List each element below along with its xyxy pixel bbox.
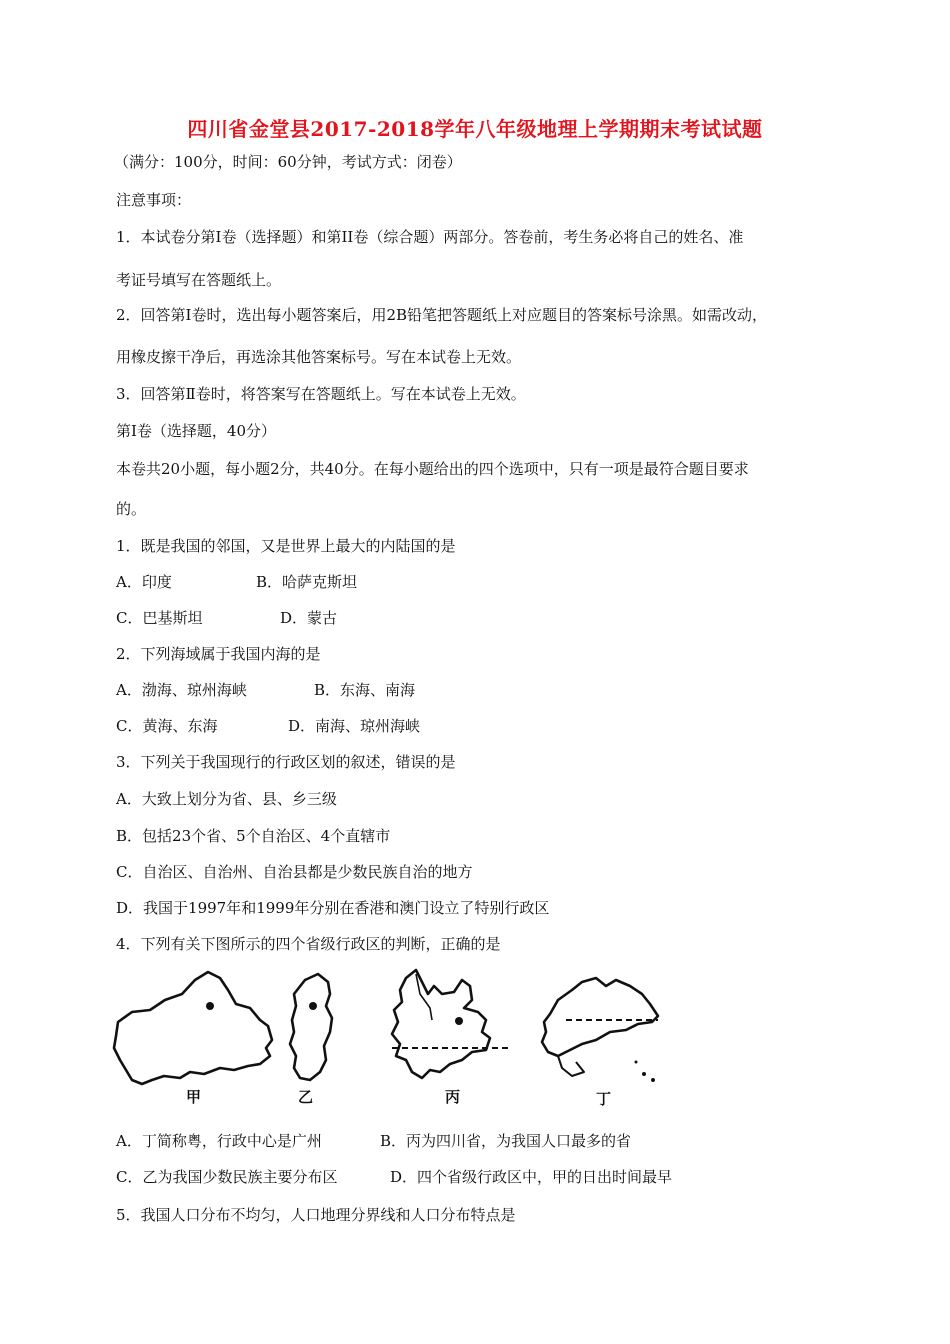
page-title: 四川省金堂县2017-2018学年八年级地理上学期期末考试试题 (187, 117, 763, 141)
province-outline-yi (290, 974, 332, 1080)
option-d: D．四个省级行政区中，甲的日出时间最早 (390, 1168, 673, 1186)
figure-label-jia: 甲 (186, 1088, 202, 1106)
notice-line: 1．本试卷分第Ⅰ卷（选择题）和第II卷（综合题）两部分。答卷前，考生务必将自己的姓名、准 (116, 228, 744, 246)
question-stem: 1．既是我国的邻国，又是世界上最大的内陆国的是 (116, 537, 456, 555)
section-heading: 第Ⅰ卷（选择题，40分） (116, 422, 277, 440)
option-b: B．包括23个省、5个自治区、4个直辖市 (116, 827, 391, 845)
province-outline-bing (392, 970, 490, 1078)
option-a: A．印度 (116, 573, 172, 591)
option-b: B．东海、南海 (314, 681, 416, 699)
question-stem: 3．下列关于我国现行的行政区划的叙述，错误的是 (116, 753, 456, 771)
notice-line: 2．回答第Ⅰ卷时，选出每小题答案后，用2B铅笔把答题纸上对应题目的答案标号涂黑。如需改动， (116, 306, 768, 324)
exam-info: （满分：100分，时间：60分钟，考试方式：闭卷） (114, 153, 462, 171)
figure-label-bing: 丙 (445, 1088, 461, 1106)
province-outline-ding (542, 978, 658, 1056)
figure-label-yi: 乙 (298, 1088, 314, 1106)
question-stem: 5．我国人口分布不均匀，人口地理分界线和人口分布特点是 (116, 1206, 516, 1224)
province-outline-jia (114, 972, 272, 1084)
notice-line: 3．回答第Ⅱ卷时，将答案写在答题纸上。写在本试卷上无效。 (116, 385, 526, 403)
option-c: C．乙为我国少数民族主要分布区 (116, 1168, 338, 1186)
option-d: D．蒙古 (280, 609, 338, 627)
option-c: C．自治区、自治州、自治县都是少数民族自治的地方 (116, 863, 473, 881)
option-c: C．黄海、东海 (116, 717, 218, 735)
notice-line: 考证号填写在答题纸上。 (116, 271, 282, 289)
notice-line: 用橡皮擦干净后，再选涂其他答案标号。写在本试卷上无效。 (116, 348, 522, 366)
question-stem: 4．下列有关下图所示的四个省级行政区的判断，正确的是 (116, 935, 501, 953)
province-inner-line-bing (416, 974, 432, 1020)
option-a: A．丁简称粤，行政中心是广州 (116, 1132, 322, 1150)
section-desc: 本卷共20小题，每小题2分，共40分。在每小题给出的四个选项中，只有一项是最符合题目要求 (116, 460, 749, 478)
notice-heading: 注意事项： (116, 191, 192, 209)
option-a: A．大致上划分为省、县、乡三级 (116, 790, 337, 808)
figure-label-ding: 丁 (596, 1090, 612, 1108)
section-desc: 的。 (116, 500, 147, 518)
option-c: C．巴基斯坦 (116, 609, 203, 627)
option-d: D．我国于1997年和1999年分别在香港和澳门设立了特别行政区 (116, 899, 550, 917)
option-d: D．南海、琼州海峡 (288, 717, 421, 735)
option-b: B．丙为四川省，为我国人口最多的省 (380, 1132, 632, 1150)
question-stem: 2．下列海域属于我国内海的是 (116, 645, 321, 663)
option-a: A．渤海、琼州海峡 (116, 681, 247, 699)
province-inner-line-ding (558, 1056, 584, 1076)
option-b: B．哈萨克斯坦 (256, 573, 358, 591)
